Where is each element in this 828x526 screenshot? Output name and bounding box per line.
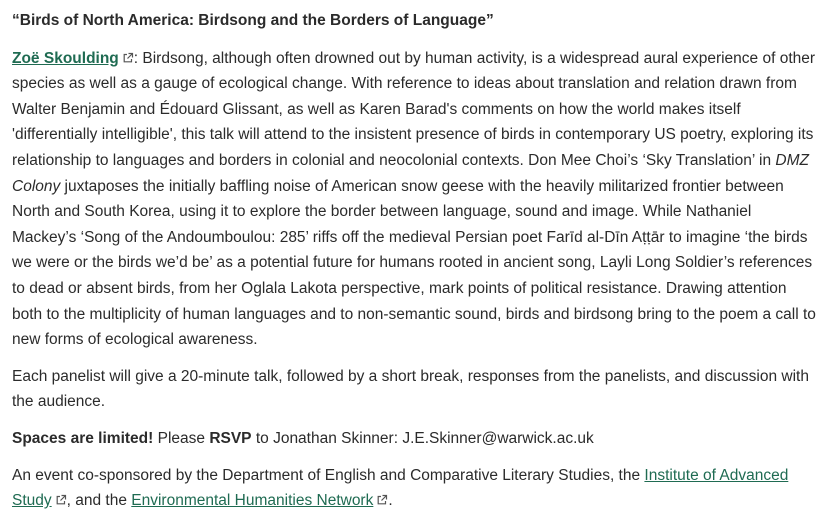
- rsvp-label: RSVP: [209, 429, 252, 447]
- sponsors-paragraph: [12, 463, 816, 514]
- sponsors-intro: An event co-sponsored by the Department of English and Comparative Literary Studies, the: [12, 466, 645, 484]
- external-link-icon: [376, 494, 388, 506]
- talk-abstract: [12, 46, 816, 353]
- talk-title: “Birds of North America: Birdsong and the Borders of Language”: [12, 12, 494, 29]
- ias-link[interactable]: Institute of Advanced Study: [12, 466, 789, 510]
- external-link-icon: [55, 494, 67, 506]
- sponsors-and-the: , and the: [66, 492, 132, 510]
- rsvp-please: Please: [153, 429, 210, 447]
- speaker-link[interactable]: Zoë Skoulding: [12, 49, 119, 67]
- ehn-link[interactable]: Environmental Humanities Network: [131, 492, 374, 510]
- sponsors-end: .: [388, 492, 393, 510]
- spaces-limited: Spaces are limited!: [12, 429, 154, 447]
- abstract-text-1: : Birdsong, although often drowned out by human activity, is a widespread aural experience of other species as well as a gauge of ecological change. With reference to ideas about translation and relation drawn from Walter Benjamin and Édouard Glissant, as well as Karen Barad's comments on how the world makes itself 'differentially intelligible', this talk will attend to the insistent presence of birds in contemporary US poetry, exploring its relationship to languages and borders in colonial and neocolonial contexts. Don Mee Choi’s ‘Sky Translation’ in: [12, 49, 816, 169]
- abstract-book-title: DMZ Colony: [12, 151, 809, 195]
- abstract-text-2: juxtaposes the initially baffling noise of American snow geese with the heavily militarized frontier between North and South Korea, using it to explore the border between language, sound and image. While Nathaniel Mackey’s ‘Song of the Andoumboulou: 285’ riffs off the medieval Persian poet Farīd al-Dīn Aṭṭār to imagine ‘the birds we were or the birds we’d be’ as a potential future for humans rooted in ancient song, Layli Long Soldier’s references to dead or absent birds, from her Oglala Lakota perspective, mark points of political resistance. Drawing attention both to the multiplicity of human languages and to non-semantic sound, birds and birdsong bring to the poem a call to new forms of ecological awareness.: [12, 177, 816, 349]
- external-link-icon: [122, 52, 134, 64]
- rsvp-paragraph: [12, 426, 816, 452]
- format-paragraph: Each panelist will give a 20-minute talk, followed by a short break, responses from the panelists, and discussion with the audience.: [12, 367, 809, 411]
- rsvp-contact: to Jonathan Skinner: J.E.Skinner@warwick.ac.uk: [251, 429, 594, 447]
